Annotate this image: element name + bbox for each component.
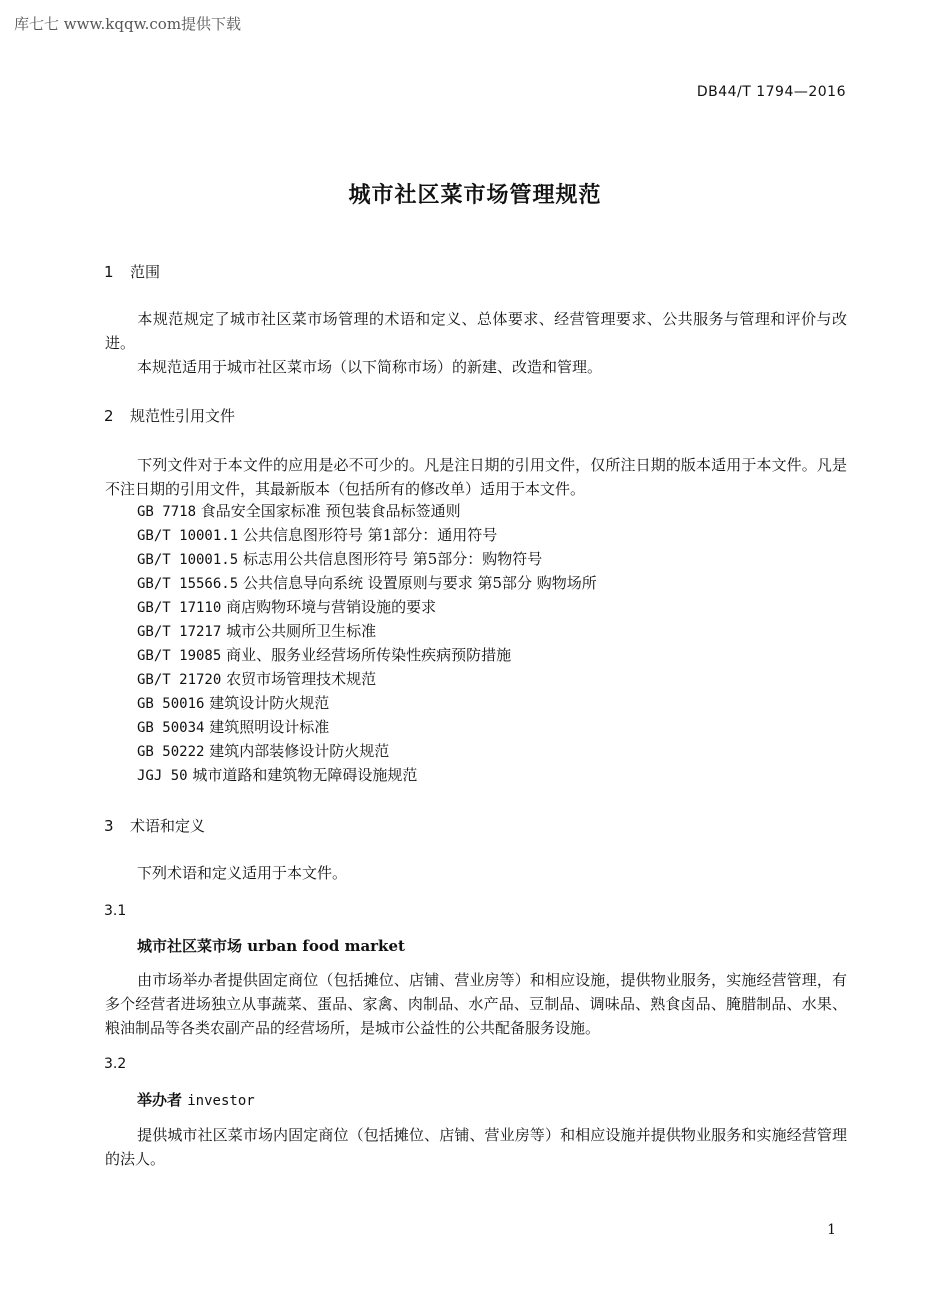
paragraph-text: 由市场举办者提供固定商位（包括摊位、店铺、营业房等）和相应设施，提供物业服务，实施经营管理，有多个经营者进场独立从事蔬菜、蛋品、家禽、肉制品、水产品、豆制品、调味品、熟食卤品、腌腊制品、水果、粮油制品等各类农副产品的经营场所，是城市公益性的公共配备服务设施。 [105,971,847,1037]
document-title: 城市社区菜市场管理规范 [348,183,602,208]
reference-code: JGJ 50 [137,768,188,784]
reference-code: GB/T 17217 [137,624,222,640]
reference-item [137,524,497,545]
term-number: 3.1 [104,903,127,919]
reference-title: 商业、服务业经营场所传染性疾病预防措施 [226,646,512,664]
reference-title: 建筑设计防火规范 [209,694,330,712]
section-title: 范围 [130,263,161,281]
section-number: 1 [104,263,114,281]
reference-title: 商店购物环境与营销设施的要求 [226,598,437,616]
reference-code: GB/T 10001.5 [137,552,239,568]
section-title: 术语和定义 [130,817,206,835]
reference-title: 建筑内部装修设计防火规范 [209,742,390,760]
reference-item [137,620,376,641]
term-entry [137,935,405,956]
reference-code: GB/T 10001.1 [137,528,239,544]
paragraph-normative-intro [105,453,847,501]
reference-title: 城市公共厕所卫生标准 [226,622,377,640]
reference-item [137,716,329,737]
term-english: investor [187,1093,255,1109]
reference-code: GB/T 15566.5 [137,576,239,592]
reference-title: 城市道路和建筑物无障碍设施规范 [192,766,418,784]
reference-title: 建筑照明设计标准 [209,718,330,736]
section-number: 2 [104,407,114,425]
section-number: 3 [104,817,114,835]
reference-title: 农贸市场管理技术规范 [226,670,377,688]
reference-item [137,764,417,785]
paragraph-scope-1 [105,307,847,355]
term-definition [105,968,847,1040]
reference-item [137,692,329,713]
reference-item [137,500,461,521]
paragraph-text: 本规范适用于城市社区菜市场（以下简称市场）的新建、改造和管理。 [137,358,603,376]
term-definition [105,1123,847,1171]
reference-item [137,644,511,665]
reference-item [137,572,597,593]
section-title: 规范性引用文件 [130,407,236,425]
term-english: urban food market [247,937,405,955]
reference-item [137,596,436,617]
reference-item [137,668,376,689]
term-entry [137,1089,255,1110]
reference-title: 公共信息图形符号 第1部分：通用符号 [242,526,498,544]
paragraph-text: 提供城市社区菜市场内固定商位（包括摊位、店铺、营业房等）和相应设施并提供物业服务和实施经营管理的法人。 [105,1126,847,1168]
term-number: 3.2 [104,1056,127,1072]
section-heading-normative [104,405,235,426]
standard-code: DB44/T 1794—2016 [696,84,846,100]
paragraph-terms-intro [105,861,847,885]
reference-code: GB 50034 [137,720,205,736]
paragraph-text: 下列文件对于本文件的应用是必不可少的。凡是注日期的引用文件，仅所注日期的版本适用于本文件。凡是不注日期的引用文件，其最新版本（包括所有的修改单）适用于本文件。 [105,456,847,498]
watermark-text: 库七七 www.kqqw.com提供下载 [14,15,242,33]
reference-title: 公共信息导向系统 设置原则与要求 第5部分 购物场所 [242,574,597,592]
section-heading-terms [104,815,205,836]
term-chinese: 城市社区菜市场 [137,937,243,955]
reference-code: GB/T 21720 [137,672,222,688]
reference-title: 标志用公共信息图形符号 第5部分：购物符号 [242,550,543,568]
page-number: 1 [827,1222,836,1238]
reference-code: GB 7718 [137,504,197,520]
paragraph-text: 本规范规定了城市社区菜市场管理的术语和定义、总体要求、经营管理要求、公共服务与管理和评价与改进。 [105,310,847,352]
section-heading-scope [104,261,160,282]
paragraph-scope-2 [105,355,847,379]
reference-item [137,740,389,761]
term-chinese: 举办者 [137,1091,183,1109]
reference-code: GB 50016 [137,696,205,712]
reference-code: GB/T 17110 [137,600,222,616]
reference-title: 食品安全国家标准 预包装食品标签通则 [200,502,461,520]
reference-item [137,548,542,569]
reference-code: GB 50222 [137,744,205,760]
paragraph-text: 下列术语和定义适用于本文件。 [137,864,348,882]
reference-code: GB/T 19085 [137,648,222,664]
